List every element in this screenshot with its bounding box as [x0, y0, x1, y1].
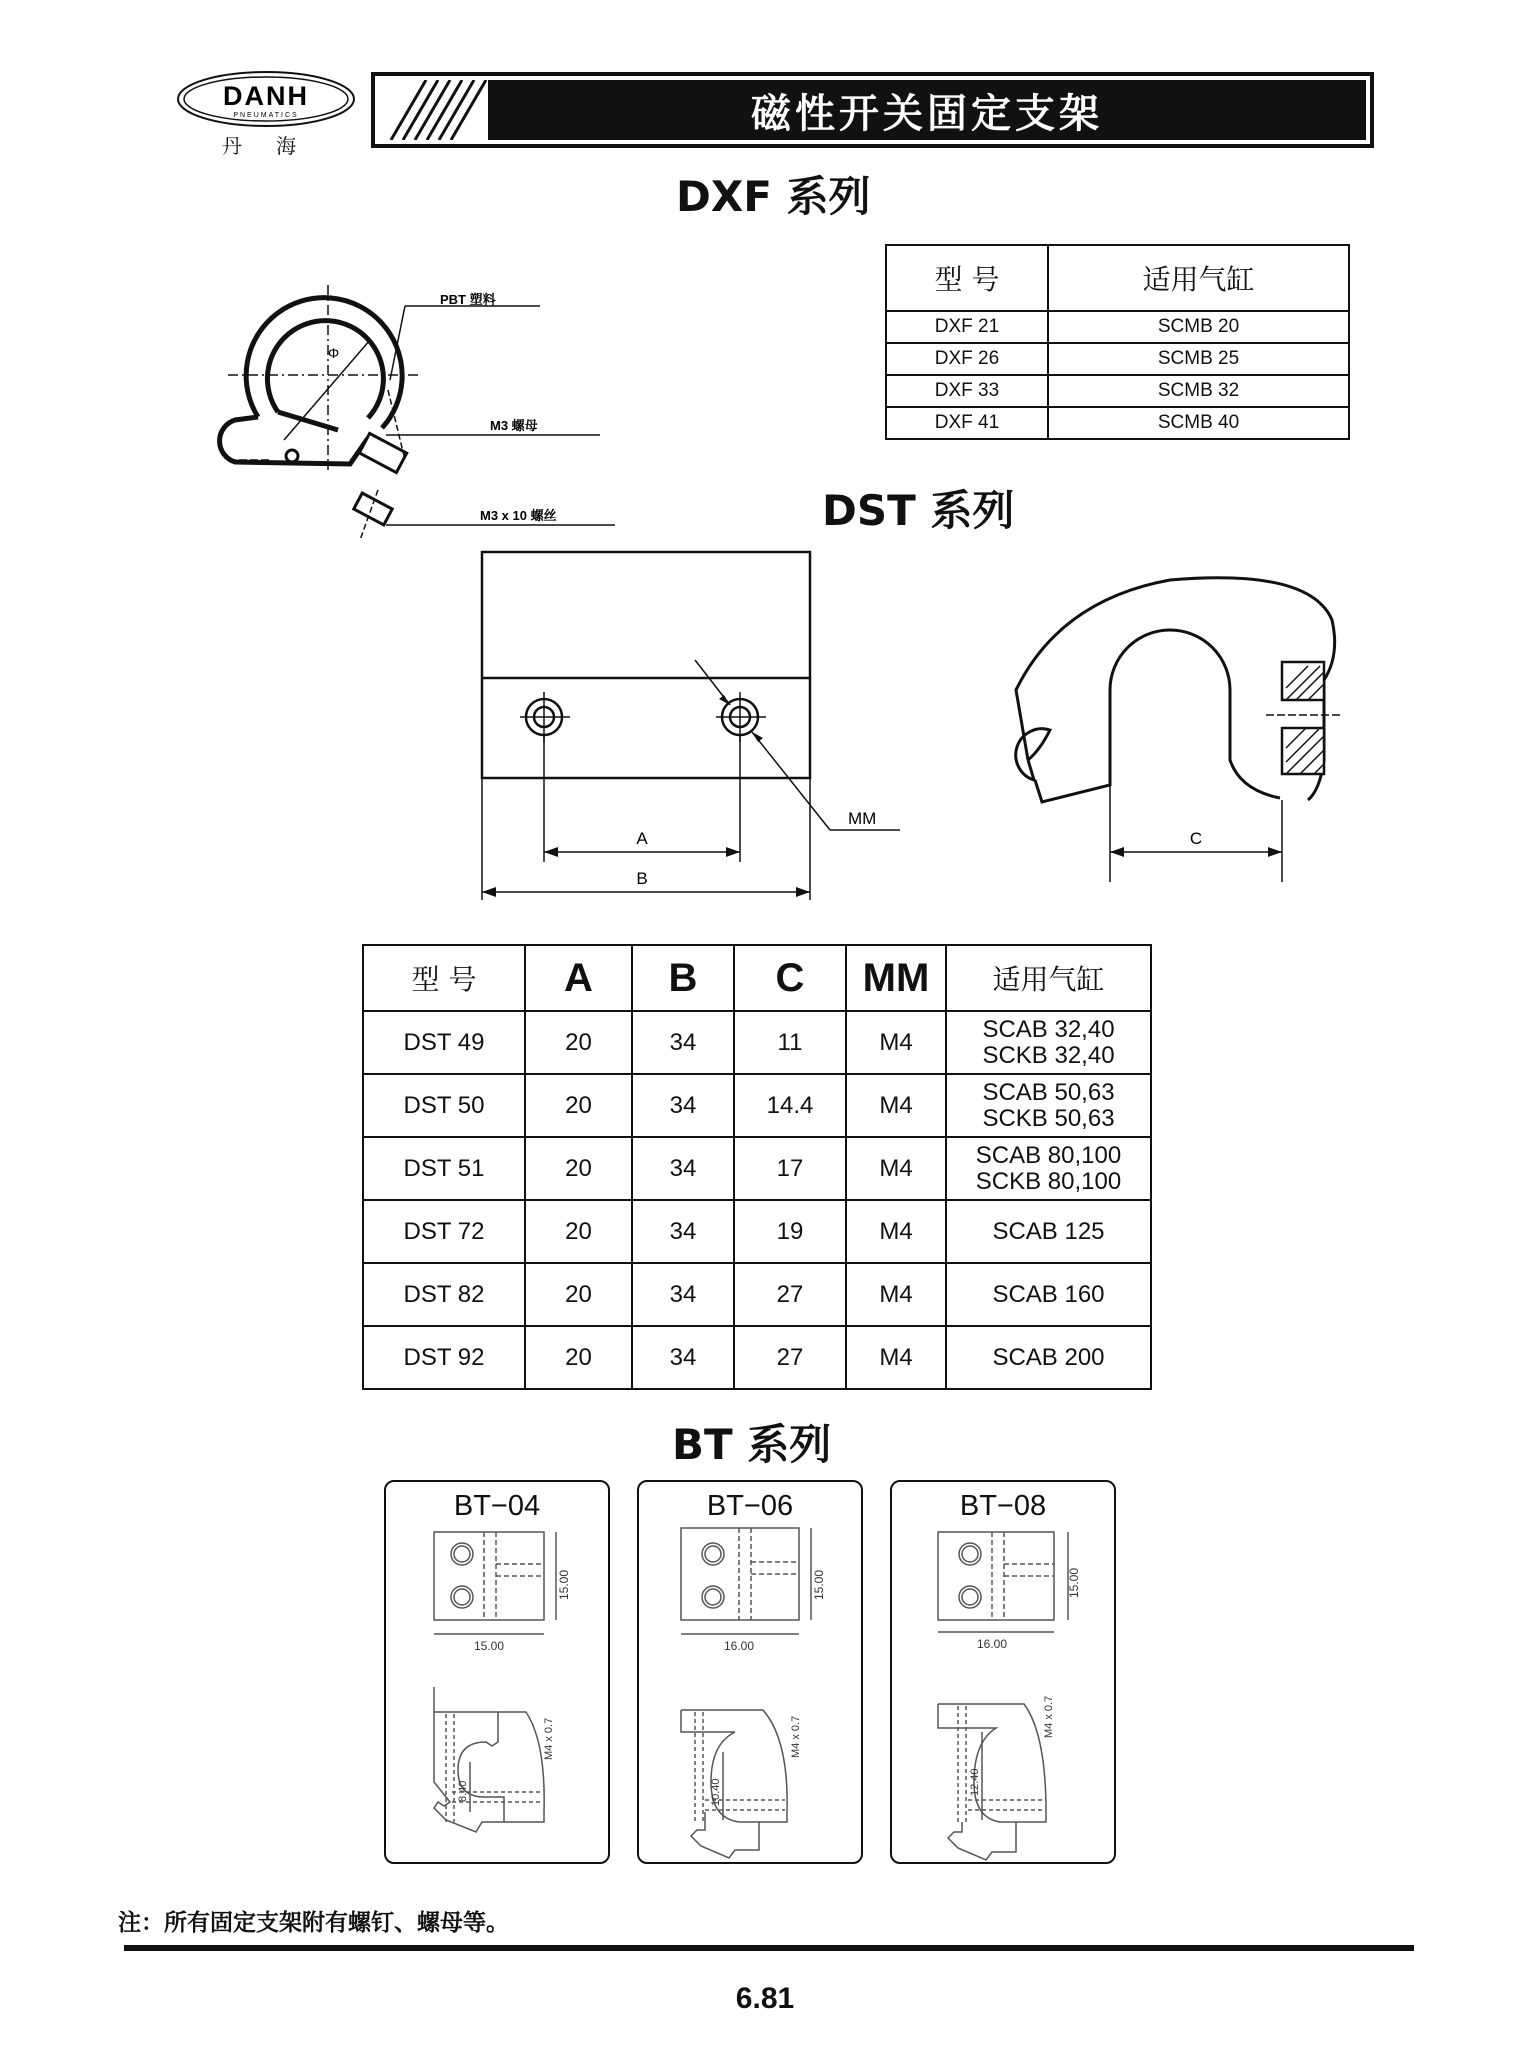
header-banner [371, 72, 1374, 148]
bt-dim-depth: 10.40 [710, 1778, 722, 1806]
footer-note: 注：所有固定支架附有螺钉、螺母等。 [118, 1910, 509, 1936]
dst-header-mm: MM [846, 945, 946, 1011]
bt-dim-thread: M4 x 0.7 [1043, 1695, 1055, 1738]
dst-hook-drawing [990, 540, 1360, 890]
label-screw: M3 x 10 螺丝 [480, 508, 557, 523]
brand-logo [176, 70, 356, 160]
bt-dim-height: 15.00 [1067, 1567, 1081, 1598]
table-row: DST 49 20 34 11 M4 SCAB 32,40 SCKB 32,40 [363, 1011, 1151, 1074]
bt-card-08 [890, 1480, 1116, 1864]
table-row: DST 82 20 34 27 M4 SCAB 160 [363, 1263, 1151, 1326]
bt-dim-depth: 12.40 [969, 1768, 981, 1796]
table-row: DXF 26 SCMB 25 [886, 343, 1349, 375]
logo-tagline: PNEUMATICS [233, 112, 299, 119]
bt-section-title: BT 系列 [672, 1420, 832, 1469]
brand-chinese-name: 丹 海 [221, 134, 311, 158]
dim-label-c: C [1189, 829, 1203, 848]
table-row: DXF 33 SCMB 32 [886, 375, 1349, 407]
bt-card-title: BT−06 [706, 1490, 794, 1522]
bt-dim-width: 15.00 [473, 1639, 505, 1653]
bt-06-drawing [639, 1482, 861, 1862]
dxf-section-title: DXF 系列 [676, 172, 871, 221]
bt-dim-height: 15.00 [812, 1569, 826, 1600]
logo-emblem-icon [176, 70, 356, 128]
footer-rule [124, 1945, 1414, 1951]
label-diameter: Φ [328, 345, 340, 361]
bt-dim-height: 15.00 [557, 1569, 571, 1600]
bt-04-drawing [386, 1482, 608, 1862]
dst-header-c: C [734, 945, 846, 1011]
table-row: DST 51 20 34 17 M4 SCAB 80,100 SCKB 80,100 [363, 1137, 1151, 1200]
dst-header-b: B [632, 945, 734, 1011]
table-row: DST 50 20 34 14.4 M4 SCAB 50,63 SCKB 50,63 [363, 1074, 1151, 1137]
dim-label-a: A [636, 829, 648, 848]
dst-header-cylinder: 适用气缸 [946, 945, 1151, 1011]
dxf-header-cylinder: 适用气缸 [1048, 245, 1349, 311]
bt-card-title: BT−08 [959, 1490, 1047, 1522]
bt-card-04 [384, 1480, 610, 1864]
bt-dim-width: 16.00 [723, 1639, 755, 1653]
bt-dim-thread: M4 x 0.7 [790, 1715, 802, 1758]
page-number: 6.81 [735, 1982, 795, 2015]
dst-header-a: A [525, 945, 632, 1011]
table-row: DXF 21 SCMB 20 [886, 311, 1349, 343]
table-row: DST 92 20 34 27 M4 SCAB 200 [363, 1326, 1151, 1389]
logo-text: DANH [223, 81, 309, 111]
banner-stripes-decoration [381, 80, 488, 140]
page-title: 磁性开关固定支架 [751, 90, 1103, 137]
bt-card-06 [637, 1480, 863, 1864]
dst-section-title: DST 系列 [822, 486, 1015, 535]
table-row: DXF 41 SCMB 40 [886, 407, 1349, 439]
label-material: PBT 塑料 [440, 292, 496, 307]
dxf-bracket-drawing [210, 270, 630, 540]
bt-08-drawing [892, 1482, 1114, 1862]
dxf-table [885, 244, 1350, 440]
table-row: DST 72 20 34 19 M4 SCAB 125 [363, 1200, 1151, 1263]
dxf-header-model: 型 号 [886, 245, 1048, 311]
label-nut: M3 螺母 [490, 418, 538, 433]
bt-card-title: BT−04 [453, 1490, 541, 1522]
dst-header-model: 型 号 [363, 945, 525, 1011]
bt-dim-width: 16.00 [976, 1637, 1008, 1651]
label-mm: MM [848, 809, 877, 828]
dim-label-b: B [636, 869, 648, 888]
bt-dim-depth: 8.40 [457, 1780, 469, 1802]
bt-dim-thread: M4 x 0.7 [543, 1717, 555, 1760]
dst-table [362, 944, 1152, 1390]
dst-plate-drawing [470, 540, 910, 910]
